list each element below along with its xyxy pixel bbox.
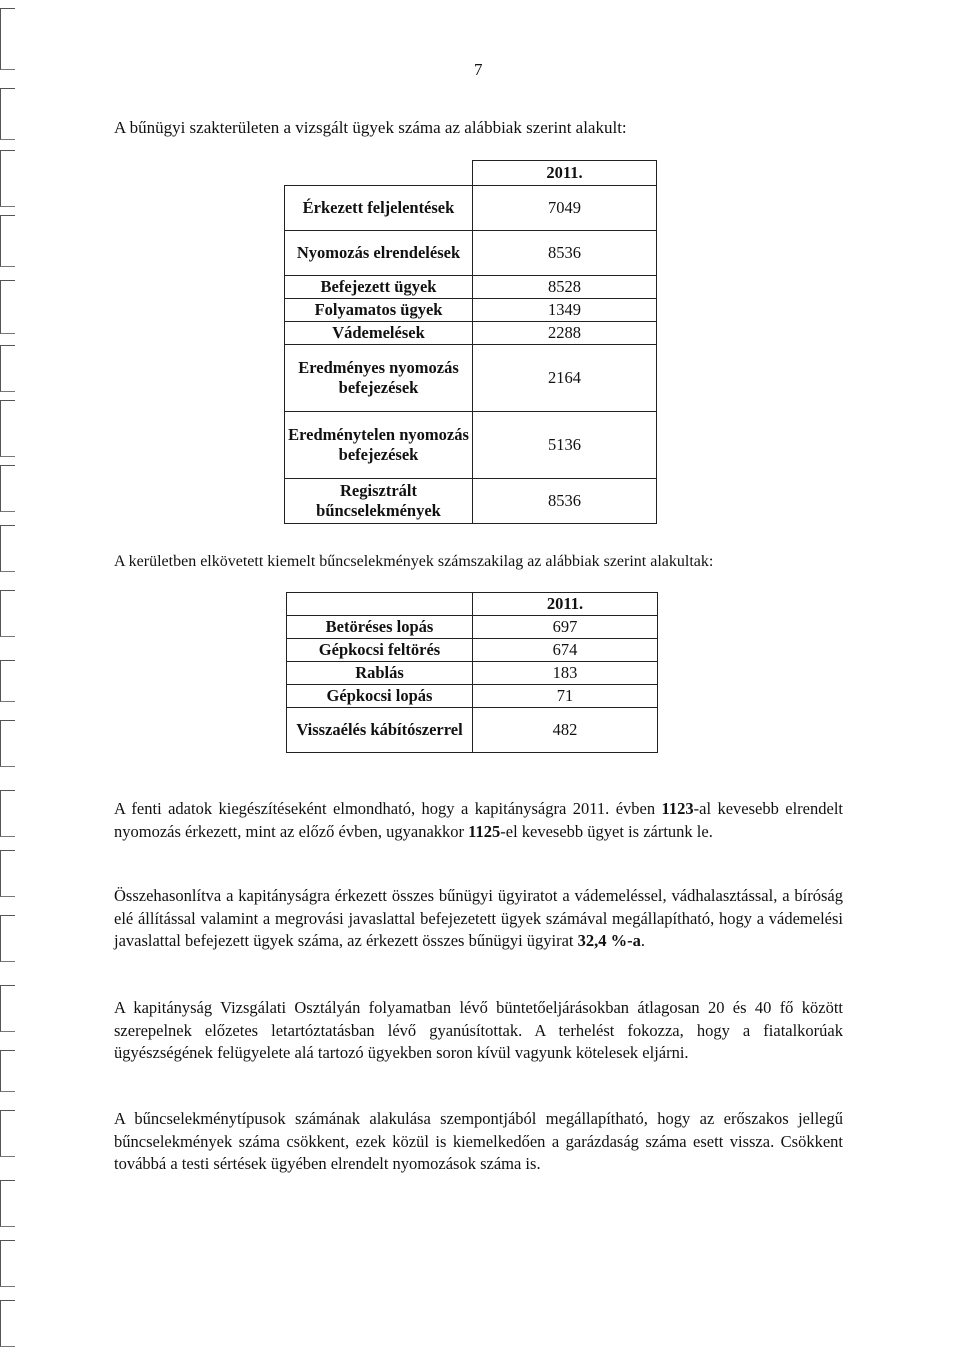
row-label: Vádemelések <box>285 321 473 344</box>
row-value: 697 <box>473 616 658 639</box>
row-label: Rablás <box>287 662 473 685</box>
page-number: 7 <box>474 60 483 79</box>
table-header-row <box>287 593 658 616</box>
paragraph-investigation: A kapitányság Vizsgálati Osztályán folyamatban lévő büntetőeljárásokban átlagosan 20 és 40 fő között szerepelnek előzetes letartóztatásban lévő gyanúsítottak. A terhelést fokozza, hogy a fiatalkorúak ügyészségének felügyelete alá tartozó ügyekben soron kívül vagyunk kötelesek eljárni. <box>114 998 843 1062</box>
table-row <box>285 321 657 344</box>
table-row <box>285 344 657 411</box>
scan-edge-mark <box>0 1050 15 1092</box>
scan-edge-mark <box>0 88 15 140</box>
row-value: 2288 <box>473 321 657 344</box>
scan-edge-mark <box>0 215 15 267</box>
row-label: Visszaélés kábítószerrel <box>287 708 473 753</box>
row-label: Eredményes nyomozás befejezések <box>285 344 473 411</box>
row-value: 8536 <box>473 478 657 523</box>
row-label: Gépkocsi lopás <box>287 685 473 708</box>
row-label: Folyamatos ügyek <box>285 298 473 321</box>
scan-edge-mark <box>0 1110 15 1157</box>
scan-edge-mark <box>0 465 15 512</box>
table-row <box>287 685 658 708</box>
scan-edge-mark <box>0 590 15 637</box>
bold-number: 1125 <box>468 821 501 841</box>
scan-edge-mark <box>0 150 15 207</box>
row-value: 482 <box>473 708 658 753</box>
table-row <box>287 662 658 685</box>
scan-edge-mark <box>0 790 15 837</box>
row-value: 1349 <box>473 298 657 321</box>
scan-edge-mark <box>0 1240 15 1287</box>
year-header: 2011. <box>473 593 658 616</box>
paragraph-text: Összehasonlítva a kapitányságra érkezett összes bűnügyi ügyiratot a vádemeléssel, vádhalasztással, a bíróság elé állítással valamint a megrovási javaslattal befejezetett ügyek számával megállapítható, hogy a vádemelési javaslattal befejezett ügyek száma, az érkezett összes bűnügyi ügyirat <box>114 886 843 950</box>
case-statistics-table <box>284 160 657 524</box>
table-row <box>285 275 657 298</box>
paragraph-ratio <box>114 885 843 953</box>
scan-edge-mark <box>0 660 15 702</box>
paragraph-text: -el kevesebb ügyet is zártunk le. <box>500 821 713 841</box>
paragraph-crime-types: A bűncselekménytípusok számának alakulása szempontjából megállapítható, hogy az erőszakos jellegű bűncselekmények száma csökkent, ezek közül is kiemelkedően a garázdaság száma esett vissza. Csökkent továbbá a testi sértések ügyében elrendelt nyomozások száma is. <box>114 1109 843 1173</box>
table-header-row <box>285 161 657 186</box>
row-value: 71 <box>473 685 658 708</box>
row-value: 674 <box>473 639 658 662</box>
row-value: 5136 <box>473 411 657 478</box>
table-row <box>287 616 658 639</box>
row-label: Befejezett ügyek <box>285 275 473 298</box>
scan-edge-mark <box>0 850 15 897</box>
row-label: Érkezett feljelentések <box>285 185 473 230</box>
paragraph-text: A fenti adatok kiegészítéseként elmondható, hogy a kapitányságra 2011. évben <box>114 799 662 818</box>
scan-edge-mark <box>0 915 15 962</box>
row-label: Eredménytelen nyomozás befejezések <box>285 411 473 478</box>
table-row <box>285 298 657 321</box>
table-row <box>287 708 658 753</box>
row-value: 2164 <box>473 344 657 411</box>
intro-text: A bűnügyi szakterületen a vizsgált ügyek száma az alábbiak szerint alakult: <box>114 118 627 137</box>
empty-header-cell <box>287 593 473 616</box>
empty-header-cell <box>285 161 473 186</box>
scan-edge-mark <box>0 985 15 1032</box>
scan-edge-mark <box>0 8 15 70</box>
intro-text-2: A kerületben elkövetett kiemelt bűncselekmények számszakilag az alábbiak szerint alakultak: <box>114 553 714 570</box>
row-value: 183 <box>473 662 658 685</box>
table-row <box>285 185 657 230</box>
bold-percentage: 32,4 %-a <box>577 931 641 950</box>
scan-edge-mark <box>0 1180 15 1227</box>
row-label: Betöréses lopás <box>287 616 473 639</box>
bold-number: 1123 <box>661 799 694 818</box>
year-header: 2011. <box>473 161 657 186</box>
paragraph-comparison <box>114 798 843 843</box>
row-label: Gépkocsi feltörés <box>287 639 473 662</box>
table-row <box>287 639 658 662</box>
table-row <box>285 478 657 523</box>
row-value: 8536 <box>473 230 657 275</box>
scan-edge-mark <box>0 280 15 334</box>
scan-edge-mark <box>0 720 15 767</box>
row-label: Nyomozás elrendelések <box>285 230 473 275</box>
scan-edge-mark <box>0 345 15 392</box>
row-label: Regisztrált bűncselekmények <box>285 478 473 523</box>
table-row <box>285 230 657 275</box>
crime-statistics-table <box>286 592 658 753</box>
row-value: 7049 <box>473 185 657 230</box>
scan-edge-mark <box>0 1300 15 1347</box>
paragraph-text: -al kevesebb elrendelt nyomozás érkezett, mint az előző évben, ugyanakkor <box>114 799 843 841</box>
scan-edge-mark <box>0 525 15 572</box>
table-row <box>285 411 657 478</box>
scan-edge-mark <box>0 400 15 457</box>
row-value: 8528 <box>473 275 657 298</box>
paragraph-text: . <box>640 931 646 950</box>
